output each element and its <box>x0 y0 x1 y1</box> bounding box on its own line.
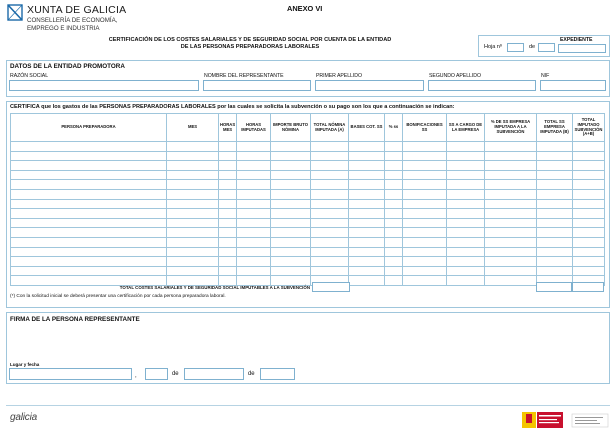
col-porc-ss: % ss <box>385 114 403 142</box>
second-surname-field[interactable] <box>428 80 536 91</box>
table-cell[interactable] <box>311 142 349 152</box>
table-cell[interactable] <box>219 209 237 219</box>
table-cell[interactable] <box>237 257 271 267</box>
table-cell[interactable] <box>311 218 349 228</box>
table-cell[interactable] <box>219 142 237 152</box>
table-cell[interactable] <box>573 170 605 180</box>
table-cell[interactable] <box>11 257 167 267</box>
table-cell[interactable] <box>219 266 237 276</box>
table-cell[interactable] <box>485 237 537 247</box>
annex-label: ANEXO VI <box>287 4 323 13</box>
xunta-shield-icon <box>6 4 26 21</box>
table-cell[interactable] <box>271 237 311 247</box>
col-total-nomina: TOTAL NÓMINA IMPUTADA (A) <box>311 114 349 142</box>
galicia-logo: galicia <box>10 412 37 423</box>
form-title-line2: DE LAS PERSONAS PREPARADORAS LABORALES <box>180 44 320 50</box>
table-cell[interactable] <box>219 257 237 267</box>
table-cell[interactable] <box>403 228 447 238</box>
table-cell[interactable] <box>385 209 403 219</box>
table-cell[interactable] <box>349 189 385 199</box>
dept-line2: EMPREGO E INDUSTRIA <box>27 25 100 32</box>
table-cell[interactable] <box>349 151 385 161</box>
table-cell[interactable] <box>219 276 237 286</box>
table-cell[interactable] <box>237 189 271 199</box>
table-cell[interactable] <box>537 180 573 190</box>
table-cell[interactable] <box>167 276 219 286</box>
table-cell[interactable] <box>167 228 219 238</box>
footnote: (*) Con la solicitud inicial se deberá presentar una certificación por cada persona preparadora laboral. <box>10 294 226 299</box>
table-cell[interactable] <box>349 247 385 257</box>
table-cell[interactable] <box>403 151 447 161</box>
table-row <box>11 228 605 238</box>
table-cell[interactable] <box>11 237 167 247</box>
table-cell[interactable] <box>237 161 271 171</box>
table-cell[interactable] <box>311 170 349 180</box>
place-date-label: Lugar y fecha <box>10 362 40 367</box>
table-cell[interactable] <box>537 218 573 228</box>
col-bases-cot: BASES COT. SS <box>349 114 385 142</box>
table-cell[interactable] <box>447 237 485 247</box>
first-surname-label: PRIMER APELLIDO <box>316 73 362 79</box>
table-cell[interactable] <box>311 209 349 219</box>
certifica-title: CERTIFICA que los gastos de las PERSONAS PREPARADORAS LABORALES por las cuales se solicita la subvención o su pago son los que a continuación se indican: <box>10 104 455 110</box>
table-cell[interactable] <box>537 237 573 247</box>
table-cell[interactable] <box>385 142 403 152</box>
table-cell[interactable] <box>311 228 349 238</box>
table-cell[interactable] <box>349 142 385 152</box>
table-cell[interactable] <box>537 228 573 238</box>
table-cell[interactable] <box>349 266 385 276</box>
table-cell[interactable] <box>447 276 485 286</box>
hoja-total-field[interactable] <box>538 43 555 52</box>
table-cell[interactable] <box>271 199 311 209</box>
table-cell[interactable] <box>349 237 385 247</box>
table-cell[interactable] <box>385 189 403 199</box>
table-cell[interactable] <box>237 142 271 152</box>
table-cell[interactable] <box>311 247 349 257</box>
table-cell[interactable] <box>237 266 271 276</box>
table-row <box>11 151 605 161</box>
table-cell[interactable] <box>219 199 237 209</box>
table-cell[interactable] <box>219 189 237 199</box>
table-cell[interactable] <box>403 276 447 286</box>
table-cell[interactable] <box>537 209 573 219</box>
table-cell[interactable] <box>219 151 237 161</box>
table-cell[interactable] <box>447 257 485 267</box>
table-cell[interactable] <box>447 228 485 238</box>
table-cell[interactable] <box>385 161 403 171</box>
table-cell[interactable] <box>167 161 219 171</box>
table-cell[interactable] <box>403 161 447 171</box>
table-cell[interactable] <box>573 189 605 199</box>
col-importe-bruto: IMPORTE BRUTO NÓMINA <box>271 114 311 142</box>
table-cell[interactable] <box>237 180 271 190</box>
table-cell[interactable] <box>237 199 271 209</box>
table-cell[interactable] <box>537 151 573 161</box>
table-cell[interactable] <box>167 180 219 190</box>
table-cell[interactable] <box>349 228 385 238</box>
col-total-ss-imputada: TOTAL SS EMPRESA IMPUTADA (B) <box>537 114 573 142</box>
table-cell[interactable] <box>403 218 447 228</box>
table-cell[interactable] <box>537 257 573 267</box>
table-cell[interactable] <box>167 142 219 152</box>
table-cell[interactable] <box>447 151 485 161</box>
table-cell[interactable] <box>385 151 403 161</box>
table-cell[interactable] <box>237 247 271 257</box>
table-cell[interactable] <box>167 209 219 219</box>
expediente-field[interactable] <box>558 44 606 53</box>
table-cell[interactable] <box>403 180 447 190</box>
table-cell[interactable] <box>537 142 573 152</box>
table-cell[interactable] <box>219 237 237 247</box>
table-cell[interactable] <box>349 276 385 286</box>
table-cell[interactable] <box>311 189 349 199</box>
table-cell[interactable] <box>271 228 311 238</box>
table-cell[interactable] <box>447 266 485 276</box>
table-cell[interactable] <box>219 180 237 190</box>
table-cell[interactable] <box>573 209 605 219</box>
table-cell[interactable] <box>485 209 537 219</box>
table-cell[interactable] <box>11 142 167 152</box>
table-row <box>11 257 605 267</box>
table-cell[interactable] <box>573 180 605 190</box>
table-cell[interactable] <box>271 247 311 257</box>
table-body <box>11 142 605 286</box>
table-cell[interactable] <box>349 218 385 228</box>
table-cell[interactable] <box>271 142 311 152</box>
table-cell[interactable] <box>447 180 485 190</box>
table-cell[interactable] <box>385 276 403 286</box>
table-cell[interactable] <box>11 247 167 257</box>
table-cell[interactable] <box>11 170 167 180</box>
table-cell[interactable] <box>573 247 605 257</box>
representative-name-label: NOMBRE DEL REPRESENTANTE <box>204 73 284 79</box>
dept-line1: CONSELLERÍA DE ECONOMÍA, <box>27 17 118 24</box>
col-persona: PERSONA PREPARADORA <box>11 114 167 142</box>
table-cell[interactable] <box>573 237 605 247</box>
col-mes: MES <box>167 114 219 142</box>
table-cell[interactable] <box>167 170 219 180</box>
razon-social-field[interactable] <box>9 80 199 91</box>
table-cell[interactable] <box>447 247 485 257</box>
col-horas-imputadas: HORAS IMPUTADAS <box>237 114 271 142</box>
col-bonificaciones: BONIFICACIONES SS <box>403 114 447 142</box>
table-cell[interactable] <box>403 189 447 199</box>
table-cell[interactable] <box>485 276 537 286</box>
table-row <box>11 161 605 171</box>
table-cell[interactable] <box>237 276 271 286</box>
table-cell[interactable] <box>573 257 605 267</box>
table-row <box>11 170 605 180</box>
table-cell[interactable] <box>537 199 573 209</box>
table-cell[interactable] <box>385 180 403 190</box>
table-cell[interactable] <box>447 170 485 180</box>
table-cell[interactable] <box>167 266 219 276</box>
table-row <box>11 276 605 286</box>
table-cell[interactable] <box>485 170 537 180</box>
table-cell[interactable] <box>167 199 219 209</box>
table-cell[interactable] <box>271 276 311 286</box>
day-field[interactable] <box>145 368 168 380</box>
table-cell[interactable] <box>167 189 219 199</box>
table-cell[interactable] <box>485 189 537 199</box>
de-label-2: de <box>248 371 255 377</box>
table-cell[interactable] <box>11 180 167 190</box>
table-cell[interactable] <box>447 142 485 152</box>
table-cell[interactable] <box>447 218 485 228</box>
table-cell[interactable] <box>311 237 349 247</box>
table-cell[interactable] <box>349 209 385 219</box>
table-cell[interactable] <box>385 218 403 228</box>
table-cell[interactable] <box>271 151 311 161</box>
table-cell[interactable] <box>573 218 605 228</box>
table-cell[interactable] <box>403 209 447 219</box>
table-cell[interactable] <box>349 161 385 171</box>
xunta-logo <box>6 4 26 21</box>
table-row <box>11 247 605 257</box>
table-cell[interactable] <box>385 237 403 247</box>
table-cell[interactable] <box>237 209 271 219</box>
form-title-line1: CERTIFICACIÓN DE LOS COSTES SALARIALES Y DE SEGURIDAD SOCIAL POR CUENTA DE LA ENTIDAD <box>108 37 392 43</box>
table-cell[interactable] <box>219 161 237 171</box>
table-cell[interactable] <box>385 170 403 180</box>
table-cell[interactable] <box>311 257 349 267</box>
representative-name-field[interactable] <box>203 80 311 91</box>
table-cell[interactable] <box>447 209 485 219</box>
col-porc-ss-imputada: % DE SS EMPRESA IMPUTADA A LA SUBVENCIÓN <box>485 114 537 142</box>
table-cell[interactable] <box>485 228 537 238</box>
table-cell[interactable] <box>537 161 573 171</box>
table-cell[interactable] <box>537 266 573 276</box>
table-cell[interactable] <box>447 199 485 209</box>
col-total-imputado: TOTAL IMPUTADO SUBVENCIÓN (A+B) <box>573 114 605 142</box>
table-cell[interactable] <box>271 189 311 199</box>
table-cell[interactable] <box>447 161 485 171</box>
table-cell[interactable] <box>485 180 537 190</box>
razon-social-label: RAZÓN SOCIAL <box>10 73 49 79</box>
table-cell[interactable] <box>403 266 447 276</box>
table-cell[interactable] <box>11 228 167 238</box>
table-row <box>11 189 605 199</box>
hoja-number-field[interactable] <box>507 43 524 52</box>
table-cell[interactable] <box>167 247 219 257</box>
table-cell[interactable] <box>573 228 605 238</box>
table-cell[interactable] <box>573 266 605 276</box>
de-label-1: de <box>172 371 179 377</box>
total-nomina-field[interactable] <box>312 282 350 292</box>
table-row <box>11 199 605 209</box>
table-row <box>11 142 605 152</box>
table-cell[interactable] <box>271 170 311 180</box>
month-field[interactable] <box>184 368 244 380</box>
table-cell[interactable] <box>11 189 167 199</box>
table-cell[interactable] <box>485 247 537 257</box>
table-cell[interactable] <box>349 199 385 209</box>
table-cell[interactable] <box>167 257 219 267</box>
table-row <box>11 209 605 219</box>
table-cell[interactable] <box>11 209 167 219</box>
total-label: TOTAL COSTES SALARIALES Y DE SEGURIDAD SOCIAL IMPUTABLES A LA SUBVENCIÓN <box>119 285 310 290</box>
second-surname-label: SEGUNDO APELLIDO <box>429 73 481 79</box>
footer-divider <box>6 405 610 406</box>
nif-label: NIF <box>541 73 550 79</box>
table-cell[interactable] <box>167 218 219 228</box>
table-cell[interactable] <box>403 237 447 247</box>
table-cell[interactable] <box>11 151 167 161</box>
table-cell[interactable] <box>271 180 311 190</box>
table-cell[interactable] <box>11 266 167 276</box>
table-cell[interactable] <box>237 237 271 247</box>
table-cell[interactable] <box>219 218 237 228</box>
table-cell[interactable] <box>271 161 311 171</box>
table-cell[interactable] <box>311 199 349 209</box>
table-row <box>11 218 605 228</box>
table-cell[interactable] <box>349 180 385 190</box>
hoja-label: Hoja nº <box>484 44 502 50</box>
first-surname-field[interactable] <box>315 80 424 91</box>
table-cell[interactable] <box>403 247 447 257</box>
table-cell[interactable] <box>237 218 271 228</box>
col-ss-empresa: SS A CARGO DE LA EMPRESA <box>447 114 485 142</box>
comma-separator: , <box>135 373 137 379</box>
entity-section-title: DATOS DE LA ENTIDAD PROMOTORA <box>10 63 125 70</box>
table-cell[interactable] <box>219 228 237 238</box>
place-field[interactable] <box>9 368 132 380</box>
table-cell[interactable] <box>537 247 573 257</box>
table-row <box>11 266 605 276</box>
ministry-emblem-icon <box>522 410 610 432</box>
org-name: XUNTA DE GALICIA <box>27 4 127 16</box>
table-cell[interactable] <box>11 276 167 286</box>
table-cell[interactable] <box>237 170 271 180</box>
table-cell[interactable] <box>219 247 237 257</box>
table-row <box>11 237 605 247</box>
table-cell[interactable] <box>385 199 403 209</box>
table-cell[interactable] <box>537 189 573 199</box>
table-cell[interactable] <box>271 209 311 219</box>
table-cell[interactable] <box>311 266 349 276</box>
table-cell[interactable] <box>11 199 167 209</box>
table-cell[interactable] <box>311 180 349 190</box>
table-cell[interactable] <box>573 142 605 152</box>
year-field[interactable] <box>260 368 295 380</box>
table-cell[interactable] <box>403 142 447 152</box>
total-imputado-field[interactable] <box>572 282 604 292</box>
table-cell[interactable] <box>219 170 237 180</box>
table-cell[interactable] <box>403 199 447 209</box>
table-cell[interactable] <box>537 170 573 180</box>
table-cell[interactable] <box>403 257 447 267</box>
total-ss-field[interactable] <box>536 282 572 292</box>
table-cell[interactable] <box>11 218 167 228</box>
table-cell[interactable] <box>237 228 271 238</box>
table-cell[interactable] <box>385 257 403 267</box>
nif-field[interactable] <box>540 80 606 91</box>
table-cell[interactable] <box>385 247 403 257</box>
table-cell[interactable] <box>349 257 385 267</box>
table-cell[interactable] <box>385 266 403 276</box>
col-horas-mes: HORAS MES <box>219 114 237 142</box>
table-cell[interactable] <box>573 199 605 209</box>
table-cell[interactable] <box>485 257 537 267</box>
table-cell[interactable] <box>167 151 219 161</box>
table-cell[interactable] <box>485 199 537 209</box>
table-cell[interactable] <box>271 266 311 276</box>
expediente-label: EXPEDIENTE <box>560 37 593 43</box>
table-cell[interactable] <box>485 142 537 152</box>
table-cell[interactable] <box>485 218 537 228</box>
table-cell[interactable] <box>573 151 605 161</box>
table-cell[interactable] <box>485 266 537 276</box>
table-cell[interactable] <box>271 218 311 228</box>
table-cell[interactable] <box>573 161 605 171</box>
table-cell[interactable] <box>167 237 219 247</box>
table-cell[interactable] <box>349 170 385 180</box>
table-cell[interactable] <box>311 161 349 171</box>
table-cell[interactable] <box>403 170 447 180</box>
spain-ministry-logo <box>522 410 610 432</box>
table-cell[interactable] <box>311 151 349 161</box>
signature-title: FIRMA DE LA PERSONA REPRESENTANTE <box>10 316 140 323</box>
hoja-de-label: de <box>529 44 536 50</box>
table-cell[interactable] <box>271 257 311 267</box>
table-row <box>11 180 605 190</box>
table-cell[interactable] <box>237 151 271 161</box>
table-cell[interactable] <box>485 161 537 171</box>
table-cell[interactable] <box>11 161 167 171</box>
costs-table <box>10 113 605 286</box>
table-cell[interactable] <box>385 228 403 238</box>
table-cell[interactable] <box>485 151 537 161</box>
table-cell[interactable] <box>447 189 485 199</box>
